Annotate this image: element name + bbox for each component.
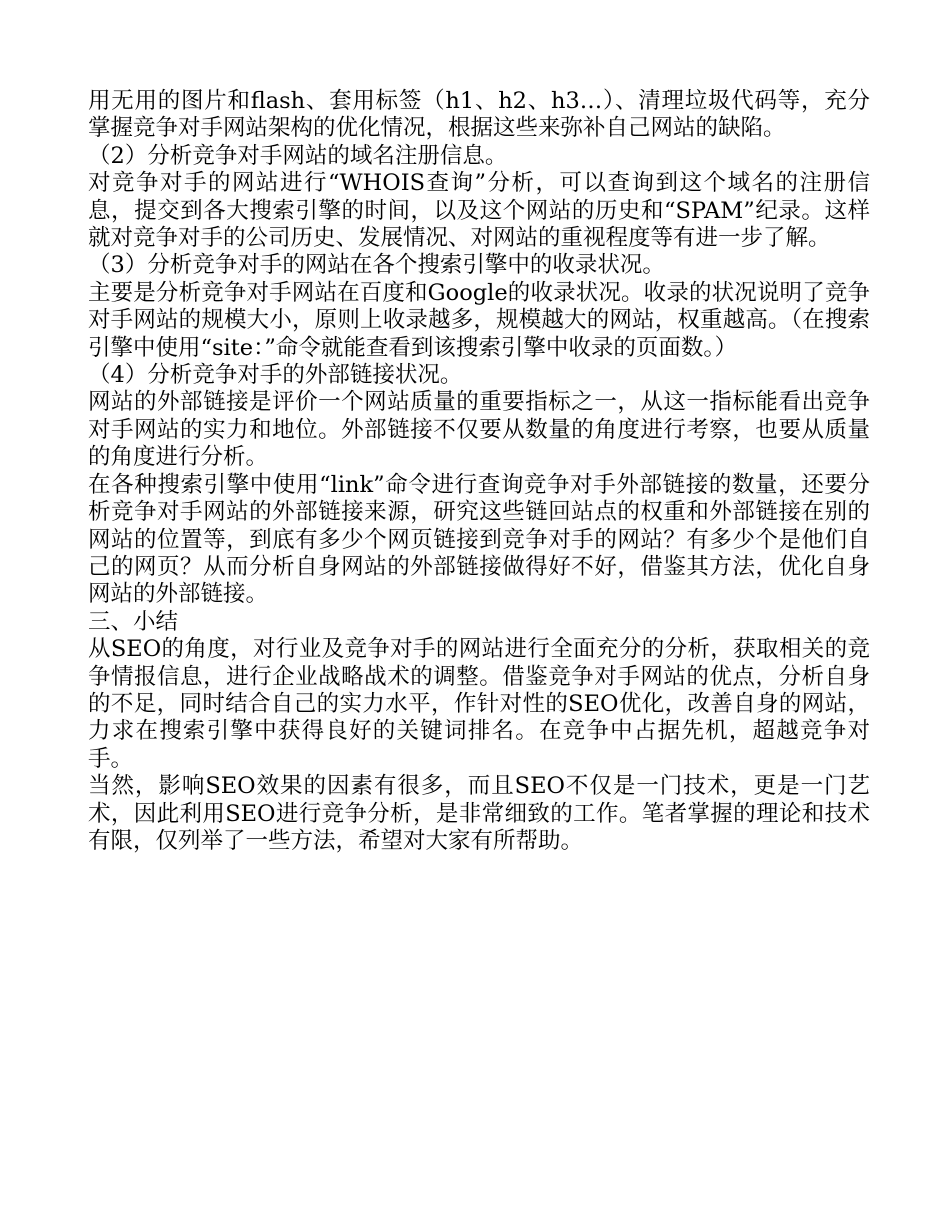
paragraph-architecture-tail: 用无用的图片和flash、套用标签（h1、h2、h3…）、清理垃圾代码等，充分掌握竞争对手网站架构的优化情况，根据这些来弥补自己网站的缺陷。 — [88, 88, 870, 142]
heading-summary: 三、小结 — [88, 608, 179, 635]
heading-domain-registration: （2）分析竞争对手网站的域名注册信息。 — [88, 142, 508, 169]
paragraph-link-command: 在各种搜索引擎中使用“link”命令进行查询竞争对手外部链接的数量，还要分析竞争对手网站的外部链接来源，研究这些链回站点的权重和外部链接在别的网站的位置等，到底有多少个网页链接到竞争对手的网站？有多少个是他们自己的网页？从而分析自身网站的外部链接做得好不好，借鉴其方法，优化自身网站的外部链接。 — [88, 471, 870, 608]
paragraph-external-links-importance: 网站的外部链接是评价一个网站质量的重要指标之一，从这一指标能看出竞争对手网站的实力和地位。外部链接不仅要从数量的角度进行考察，也要从质量的角度进行分析。 — [88, 389, 870, 471]
paragraph-summary: 从SEO的角度，对行业及竞争对手的网站进行全面充分的分析，获取相关的竞争情报信息，进行企业战略战术的调整。借鉴竞争对手网站的优点，分析自身的不足，同时结合自己的实力水平，作针对性的SEO优化，改善自身的网站，力求在搜索引擎中获得良好的关键词排名。在竞争中占据先机，超越竞争对手。 — [88, 636, 870, 772]
heading-external-links: （4）分析竞争对手的外部链接状况。 — [88, 362, 463, 389]
heading-index-status: （3）分析竞争对手的网站在各个搜索引擎中的收录状况。 — [88, 252, 665, 279]
paragraph-whois-query: 对竞争对手的网站进行“WHOIS查询”分析，可以查询到这个域名的注册信息，提交到各大搜索引擎的时间，以及这个网站的历史和“SPAM”纪录。这样就对竞争对手的公司历史、发展情况、对网站的重视程度等有进一步了解。 — [88, 170, 870, 252]
document-page — [88, 88, 870, 855]
paragraph-index-status: 主要是分析竞争对手网站在百度和Google的收录状况。收录的状况说明了竞争对手网站的规模大小，原则上收录越多，规模越大的网站，权重越高。（在搜索引擎中使用“site：”命令就能查看到该搜索引擎中收录的页面数。） — [88, 279, 870, 361]
paragraph-closing: 当然，影响SEO效果的因素有很多，而且SEO不仅是一门技术，更是一门艺术，因此利用SEO进行竞争分析，是非常细致的工作。笔者掌握的理论和技术有限，仅列举了一些方法，希望对大家有所帮助。 — [88, 773, 870, 854]
